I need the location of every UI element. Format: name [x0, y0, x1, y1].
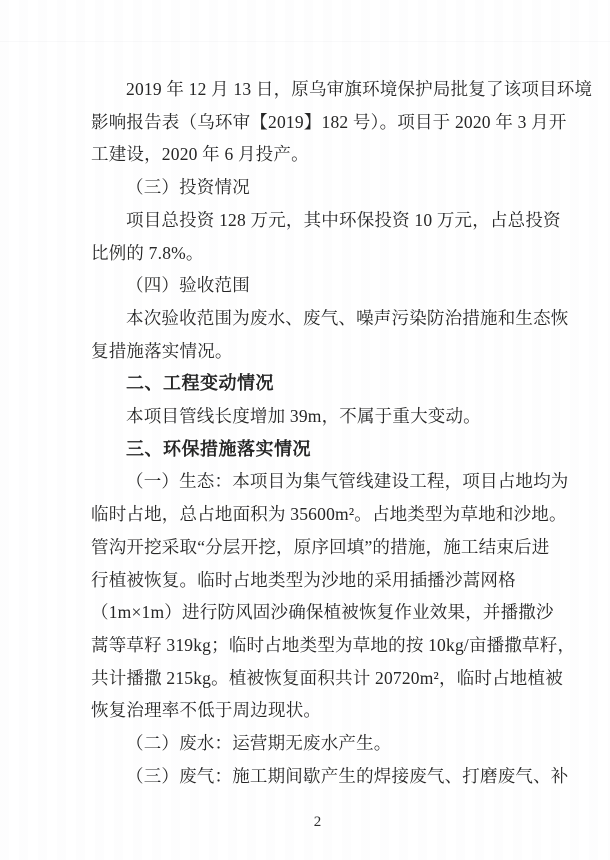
document-body — [91, 73, 593, 792]
section-heading — [91, 367, 544, 400]
text-line: 复措施落实情况。 — [91, 340, 233, 361]
text-line: （三）废气：施工期间歇产生的焊接废气、打磨废气、补 — [126, 765, 569, 786]
page-number: 2 — [313, 814, 322, 830]
text-line: 本次验收范围为废水、废气、噪声污染防治措施和生态恢 — [126, 307, 569, 328]
paragraph — [91, 302, 569, 367]
text-line: 本项目管线长度增加 39m，不属于重大变动。 — [126, 406, 481, 427]
text-line: 影响报告表（乌环审【2019】182 号）。项目于 2020 年 3 月开 — [91, 111, 567, 132]
heading-line: 三、环保措施落实情况 — [126, 438, 311, 459]
text-line: 临时占地，总占地面积为 35600m²。占地类型为草地和沙地。 — [91, 504, 567, 525]
text-line: 管沟开挖采取“分层开挖，原序回填”的措施，施工结束后进 — [91, 536, 550, 557]
text-line: 2019 年 12 月 13 日，原乌审旗环境保护局批复了该项目环境 — [126, 79, 593, 99]
section-heading — [91, 433, 544, 466]
paragraph — [91, 171, 544, 204]
heading-line: 二、工程变动情况 — [126, 373, 274, 394]
text-line: 项目总投资 128 万元，其中环保投资 10 万元，占总投资 — [126, 209, 561, 230]
paragraph — [91, 204, 561, 269]
text-line: 工建设，2020 年 6 月投产。 — [91, 144, 309, 165]
text-line: 蒿等草籽 319kg；临时占地类型为草地的按 10kg/亩播撒草籽， — [91, 634, 576, 655]
text-line: 共计播撒 215kg。植被恢复面积共计 20720m²，临时占地植被 — [91, 667, 563, 688]
text-line: （二）废水：运营期无废水产生。 — [126, 733, 392, 754]
text-line: （一）生态：本项目为集气管线建设工程，项目占地均为 — [126, 471, 569, 492]
paragraph — [91, 727, 544, 760]
paragraph — [91, 760, 569, 793]
text-line: 行植被恢复。临时占地类型为沙地的采用插播沙蒿网格 — [91, 569, 516, 590]
paragraph — [91, 400, 544, 433]
text-line: 恢复治理率不低于周边现状。 — [91, 700, 322, 721]
text-line: （1m×1m）进行防风固沙确保植被恢复作业效果，并播撒沙 — [91, 602, 554, 623]
paragraph — [91, 73, 593, 171]
paragraph — [91, 465, 576, 727]
text-line: （四）验收范围 — [126, 275, 250, 296]
text-line: （三）投资情况 — [126, 177, 250, 198]
paragraph — [91, 269, 544, 302]
text-line: 比例的 7.8%。 — [91, 242, 204, 263]
